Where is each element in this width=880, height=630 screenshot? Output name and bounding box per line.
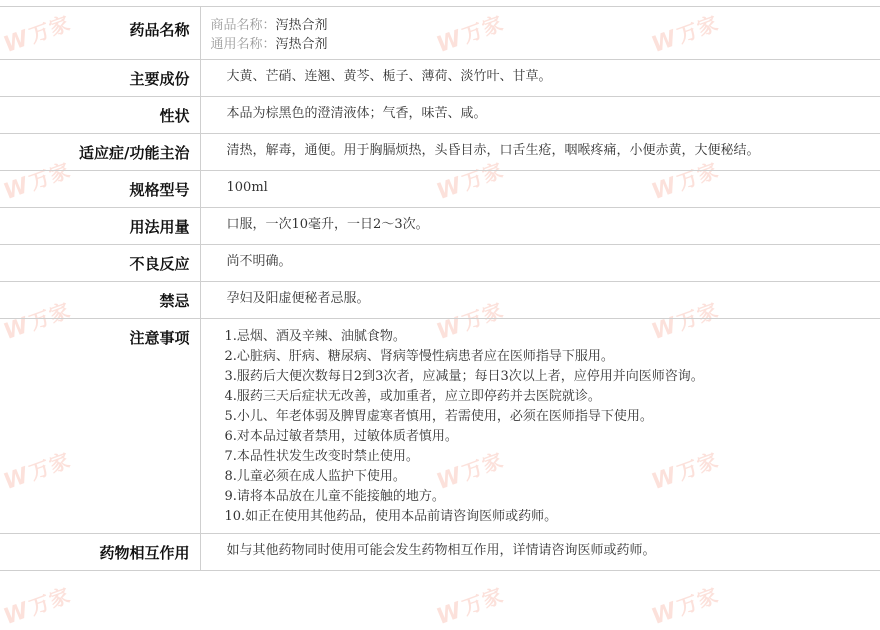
watermark-logo: W万家	[0, 157, 74, 205]
label-indications: 适应症/功能主治	[0, 134, 200, 171]
watermark-logo: W万家	[648, 297, 722, 345]
row-drug-interactions	[0, 534, 880, 571]
label-adverse-reactions: 不良反应	[0, 245, 200, 282]
row-indications	[0, 134, 880, 171]
value-indications: 清热，解毒，通便。用于胸膈烦热，头昏目赤，口舌生疮，咽喉疼痛，小便赤黄，大便秘结。	[200, 134, 880, 171]
label-appearance: 性状	[0, 97, 200, 134]
row-appearance	[0, 97, 880, 134]
value-precautions	[200, 319, 880, 534]
list-item: 8.儿童必须在成人监护下使用。	[224, 469, 406, 484]
list-item: 6.对本品过敏者禁用，过敏体质者慎用。	[224, 429, 458, 444]
watermark-logo: W万家	[433, 297, 507, 345]
row-contraindications	[0, 282, 880, 319]
watermark-logo: W万家	[433, 10, 507, 58]
watermark-logo: W万家	[433, 582, 507, 630]
watermark-logo: W万家	[433, 157, 507, 205]
label-drug-interactions: 药物相互作用	[0, 534, 200, 571]
row-precautions	[0, 319, 880, 534]
list-item: 4.服药三天后症状无改善，或加重者，应立即停药并去医院就诊。	[224, 389, 601, 404]
row-adverse-reactions	[0, 245, 880, 282]
row-usage	[0, 208, 880, 245]
list-item: 5.小儿、年老体弱及脾胃虚寒者慎用，若需使用，必须在医师指导下使用。	[224, 409, 653, 424]
generic-name-prefix: 通用名称：	[210, 37, 276, 52]
generic-name-line	[211, 35, 869, 54]
value-drug-interactions: 如与其他药物同时使用可能会发生药物相互作用，详情请咨询医师或药师。	[200, 534, 880, 571]
trade-name-prefix: 商品名称：	[210, 18, 276, 33]
list-item: 9.请将本品放在儿童不能接触的地方。	[224, 489, 445, 504]
watermark-logo: W万家	[648, 10, 722, 58]
value-adverse-reactions: 尚不明确。	[200, 245, 880, 282]
watermark-logo: W万家	[0, 582, 74, 630]
value-spec: 100ml	[200, 171, 880, 208]
watermark-logo: W万家	[0, 10, 74, 58]
label-ingredients: 主要成份	[0, 60, 200, 97]
label-precautions: 注意事项	[0, 319, 200, 534]
trade-name-line	[211, 16, 869, 35]
label-spec: 规格型号	[0, 171, 200, 208]
list-item: 1.忌烟、酒及辛辣、油腻食物。	[224, 329, 406, 344]
label-usage: 用法用量	[0, 208, 200, 245]
list-item: 10.如正在使用其他药品，使用本品前请咨询医师或药师。	[224, 509, 558, 524]
drug-info-table	[0, 6, 880, 571]
watermark-logo: W万家	[433, 447, 507, 495]
label-contraindications: 禁忌	[0, 282, 200, 319]
list-item: 3.服药后大便次数每日2到3次者，应减量；每日3次以上者，应停用并向医师咨询。	[224, 369, 704, 384]
value-contraindications: 孕妇及阳虚便秘者忌服。	[200, 282, 880, 319]
row-drug-name	[0, 7, 880, 60]
precautions-list	[225, 327, 869, 527]
value-appearance: 本品为棕黑色的澄清液体；气香，味苦、咸。	[200, 97, 880, 134]
row-ingredients	[0, 60, 880, 97]
row-spec	[0, 171, 880, 208]
watermark-logo: W万家	[0, 447, 74, 495]
watermark-logo: W万家	[0, 297, 74, 345]
generic-name-value: 泻热合剂	[275, 37, 328, 52]
list-item: 2.心脏病、肝病、糖尿病、肾病等慢性病患者应在医师指导下服用。	[224, 349, 614, 364]
value-usage: 口服，一次10毫升，一日2～3次。	[200, 208, 880, 245]
value-drug-name	[200, 7, 880, 60]
watermark-logo: W万家	[648, 447, 722, 495]
watermark-logo: W万家	[648, 582, 722, 630]
watermark-logo: W万家	[648, 157, 722, 205]
label-drug-name: 药品名称	[0, 7, 200, 60]
value-ingredients: 大黄、芒硝、连翘、黄芩、栀子、薄荷、淡竹叶、甘草。	[200, 60, 880, 97]
list-item: 7.本品性状发生改变时禁止使用。	[224, 449, 419, 464]
trade-name-value: 泻热合剂	[275, 18, 328, 33]
